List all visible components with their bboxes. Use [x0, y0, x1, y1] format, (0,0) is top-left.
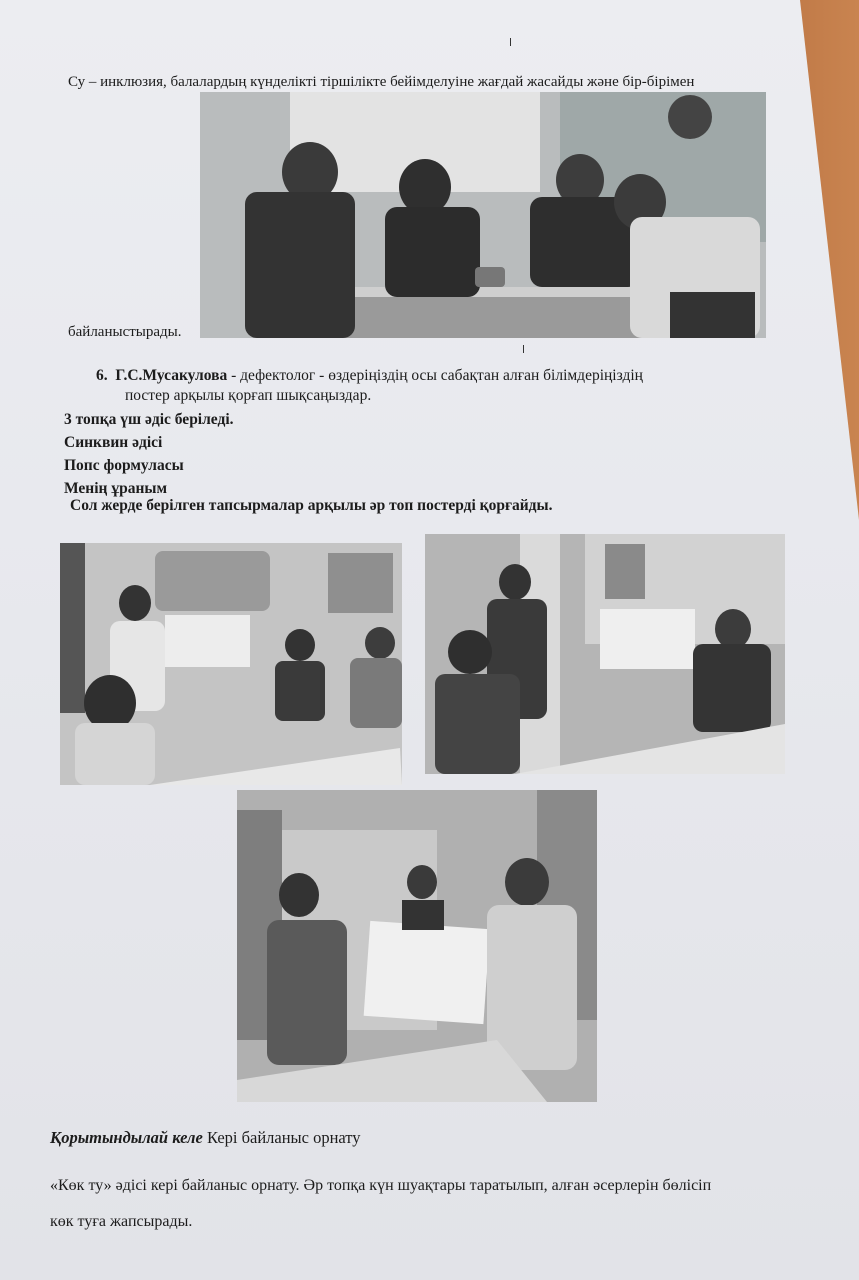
method-item: Синквин әдісі [64, 434, 163, 451]
conclusion-heading-rest: Кері байланыс орнату [202, 1128, 361, 1147]
methods-closing: Сол жерде берілген тапсырмалар арқылы әр топ постерді қорғайды. [70, 497, 553, 514]
method-item: Менің ұраным [64, 480, 168, 497]
photo-group-poster-right [425, 534, 785, 774]
conclusion-heading-italic: Қорытындылай келе [50, 1128, 203, 1147]
photo-hands-together [200, 92, 766, 338]
paragraph-top-end: байланыстырады. [68, 324, 182, 340]
method-item: Попс формуласы [64, 457, 184, 474]
page-mark [510, 38, 511, 46]
item6-number: 6. [96, 367, 108, 384]
photo-poster-defense [237, 790, 597, 1102]
item6-line1 [96, 366, 643, 386]
item6-name: Г.С.Мусакулова [115, 367, 228, 384]
item6-text: - дефектолог - өздеріңіздің осы сабақтан алған білімдеріңіздің [227, 367, 643, 384]
methods-intro: 3 топқа үш әдіс беріледі. [64, 411, 234, 428]
page-mark-2 [523, 345, 524, 353]
item6-line2: постер арқылы қорғап шықсаңыздар. [125, 387, 372, 404]
paragraph-top: Су – инклюзия, балалардың күнделікті тіршілікте бейімделуіне жағдай жасайды және бір-бірімен [68, 74, 695, 90]
photo-group-poster-left [60, 543, 402, 785]
conclusion-heading [50, 1128, 361, 1148]
conclusion-line2: көк туға жапсырады. [50, 1213, 193, 1230]
conclusion-line1: «Көк ту» әдісі кері байланыс орнату. Әр топқа күн шуақтары таратылып, алған әсерлерін бөлісіп [50, 1177, 712, 1194]
